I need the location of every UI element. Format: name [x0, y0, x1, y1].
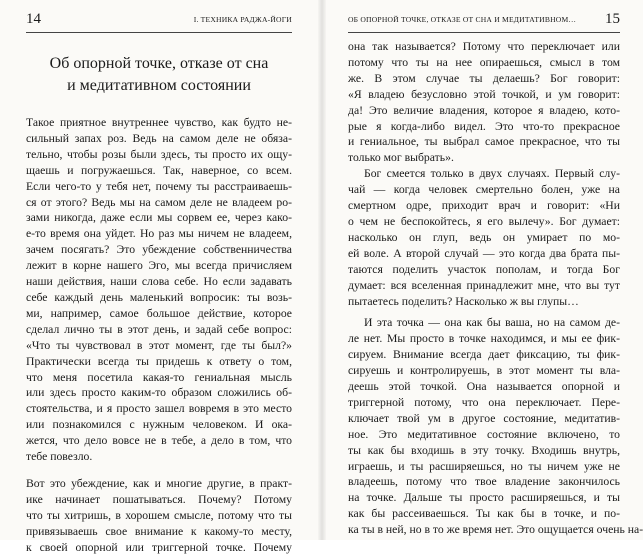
- text-line: ключает твой ум в другое состояние, медитатив-: [348, 411, 620, 425]
- text-line: сделал лично ты в этот день, и задай себе вопрос:: [26, 322, 292, 336]
- section-title-line: и медитативном состоянии: [67, 77, 251, 94]
- text-line: сируем. Внимание всегда дает фиксацию, ты фик-: [348, 348, 620, 362]
- text-line: играешь, и ты расширяешься, но ты ничем уже не: [348, 459, 620, 473]
- text-line: пытаетесь поделить? Насколько ж вы глупы…: [348, 294, 579, 308]
- text-line: стоятельства, и я просто зашел вовремя в это место: [26, 402, 292, 416]
- text-line: привязываешь свое внимание к какому-то месту,: [26, 524, 292, 538]
- text-line: думает: вся вселенная принадлежит мне, что вы тут: [348, 278, 620, 292]
- text-line: на точке. Дальше ты просто расширяешься, и ты: [348, 491, 620, 505]
- text-line: зами никогда, даже если мы сорвем ее, через како-: [26, 211, 292, 225]
- text-line: ся от этого? Ведь мы на самом деле не владеем ро-: [26, 195, 292, 209]
- text-line: ка ты в ней, но в то же время нет. Это ощущается очень на-: [348, 523, 643, 537]
- left-paragraph-2: [26, 476, 292, 555]
- text-line: лежит в корне нашего Эго, мы всегда причисляем: [26, 259, 292, 273]
- text-line: или здесь просто каким-то образом сложились об-: [26, 386, 292, 400]
- left-page-header: [26, 0, 292, 33]
- text-line: сильный запах роз. Ведь на самом деле не обяза-: [26, 131, 292, 145]
- text-line: ное. Это медитативное состояние включено, то: [348, 427, 620, 441]
- left-page-number: 14: [26, 11, 41, 27]
- text-line: Если чего-то у тебя нет, почему ты расстраиваешь-: [26, 179, 292, 193]
- text-line: ты как бы входишь в эту точку. Входишь внутрь,: [348, 443, 620, 457]
- text-line: тебе повезло.: [26, 450, 93, 464]
- section-title: [26, 53, 292, 97]
- text-line: таются поделить участок пополам, и тогда Бог: [348, 262, 620, 276]
- text-line: Вот это убеждение, как и многие другие, в практ-: [26, 476, 292, 490]
- right-paragraph-3: [348, 315, 643, 538]
- text-line: ей воле. А второй случай — это когда два брата пы-: [348, 246, 620, 260]
- text-line: к своей опорной или триггерной точке. Почему: [26, 540, 292, 554]
- text-line: И эта точка — она как бы ваша, но на самом де-: [364, 316, 620, 330]
- text-line: насколько он глуп, ведь он умирает по мо-: [348, 230, 620, 244]
- text-line: тельно, чтобы розы были здесь, ты просто их ощу-: [26, 147, 292, 161]
- right-running-head: ОБ ОПОРНОЙ ТОЧКЕ, ОТКАЗЕ ОТ СНА И МЕДИТАТИВНОМ…: [348, 15, 577, 24]
- section-title-line: Об опорной точке, отказе от сна: [49, 55, 269, 72]
- text-line: триггерной потому, что она переключает. Пере-: [348, 395, 620, 409]
- text-line: сируешь и контролируешь, в этот момент ты вла-: [348, 364, 620, 378]
- right-page-header: [348, 0, 620, 33]
- book-gutter: [318, 0, 326, 540]
- left-page: [0, 0, 318, 554]
- text-line: зачем посягать? Это убеждение собственничества: [26, 243, 292, 257]
- text-line: Практически всегда ты придешь к ответу о том,: [26, 354, 292, 368]
- text-line: себе каждый день маленький вопросик: ты возь-: [26, 290, 292, 304]
- text-line: «Что ты чувствовал в этот момент, где ты был?»: [26, 338, 292, 352]
- text-line: деешь этой точкой. Она называется опорной и: [348, 380, 620, 394]
- text-line: рые я когда-либо видел. Это что-то прекрасное: [348, 119, 620, 133]
- text-line: смертном одре, приходит врач и говорит: «Ни: [348, 199, 620, 213]
- text-line: ми, например, самое большое действие, которое: [26, 306, 292, 320]
- right-page: [326, 0, 643, 540]
- text-line: Такое приятное внутреннее чувство, как будто не-: [26, 116, 292, 129]
- text-line: ике начинает пошатываться. Почему? Потому: [26, 492, 292, 506]
- text-line: щаешь и погружаешься. Так, наверное, со всем.: [26, 163, 292, 177]
- text-line: Бог смеется только в двух случаях. Первый слу-: [364, 167, 620, 181]
- text-line: чай — когда человек смертельно болен, уже на: [348, 183, 620, 197]
- text-line: наши действия, наши слова себе. Но если задавать: [26, 275, 292, 289]
- text-line: «Я владею безусловно этой точкой, и ум говорит:: [348, 87, 620, 101]
- right-page-number: 15: [605, 11, 620, 27]
- text-line: что меня посетила какая-то гениальная мысль: [26, 370, 292, 384]
- left-paragraph-1: [26, 115, 292, 465]
- text-line: же. В этом случае ты делаешь? Бог говорит:: [348, 71, 620, 85]
- text-line: да! Это величие владения, которое я владею, кото-: [348, 103, 620, 117]
- text-line: ле нет. Мы просто в точке находимся, и мы ее фик-: [348, 332, 620, 346]
- text-line: что ты хитришь, в хорошем смысле, потому что ты: [26, 508, 292, 522]
- text-line: е-то время она уйдет. Но раз мы ничем не владеем,: [26, 227, 292, 241]
- text-line: она так называется? Потому что переключает или: [348, 40, 620, 53]
- text-line: и гениальное, ты выбрал самое прекрасное, что ты: [348, 135, 620, 149]
- text-line: или познакомился с нужным человеком. И ока-: [26, 418, 292, 432]
- text-line: потому что ты на нее опираешься, смысл в том: [348, 55, 620, 69]
- text-line: жется, что дело вовсе не в тебе, а дело в том, что: [26, 434, 292, 448]
- text-line: как бы рассеиваешься. Ты как бы в точке, и по-: [348, 507, 620, 521]
- left-running-head: I. ТЕХНИКА РАДЖА-ЙОГИ: [193, 15, 292, 24]
- text-line: о чем не беспокойтесь, я его вылечу». Бог думает:: [348, 214, 620, 228]
- text-line: только мог выбрать».: [348, 151, 454, 165]
- text-line: владеешь, потому что твое владение закончилось: [348, 475, 620, 489]
- right-paragraph-2: [348, 166, 620, 309]
- right-paragraph-1: [348, 39, 620, 166]
